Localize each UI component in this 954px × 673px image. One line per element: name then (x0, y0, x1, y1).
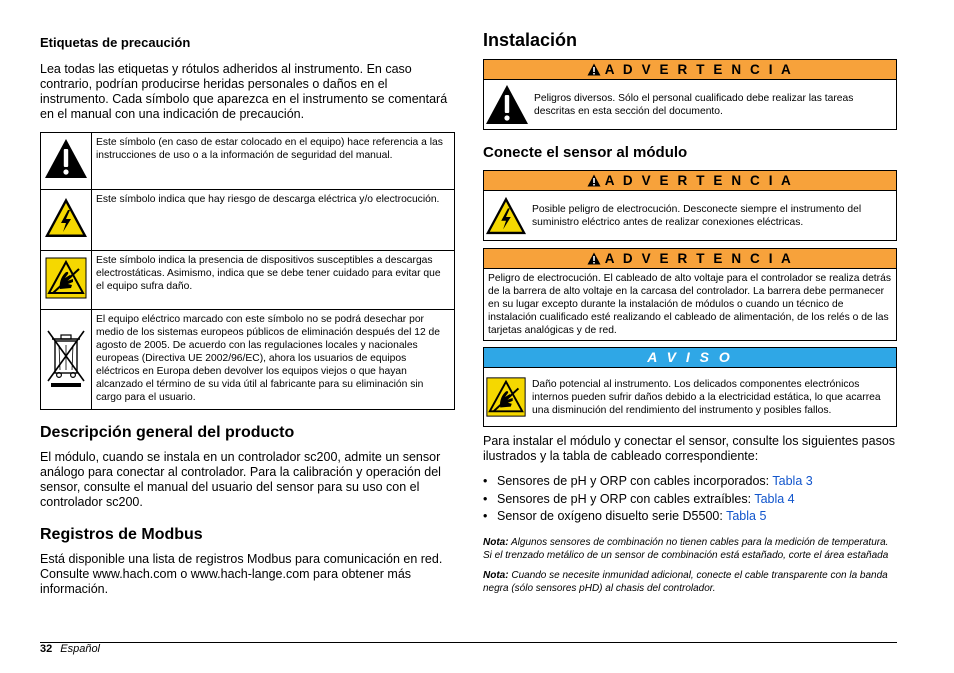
symbol-cell (41, 251, 92, 310)
notice-box (483, 347, 897, 427)
note-label: Nota: (483, 536, 509, 548)
electric-shock-icon (43, 195, 89, 241)
list-item: • Sensor de oxígeno disuelto serie D5500: Tabla 5 (483, 508, 897, 526)
general-warning-icon (484, 83, 530, 127)
warning-body (484, 80, 896, 129)
warning-header (484, 60, 896, 80)
warning-text: Peligros diversos. Sólo el personal cualificado debe realizar las tareas descritas en esta sección del documento. (534, 92, 854, 117)
table-4-link[interactable]: Tabla 4 (754, 491, 795, 506)
warning-triangle-icon (587, 63, 601, 76)
warning-text: Peligro de electrocución. El cableado de alto voltaje para el controlador se realiza detrás de la barrera de alto voltaje en la carcasa del controlador. La barrera debe permanecer en su lugar excepto durante la instalación de módulos o cuando un técnico de instalación cualificado esté realizando el cableado de alimentación, de los relés o de las tarjetas analógicas y de red. (488, 273, 891, 336)
warning-triangle-icon (587, 174, 601, 187)
warning-label: A D V E R T E N C I A (604, 173, 794, 188)
electric-shock-icon (484, 195, 528, 237)
modbus-heading: Registros de Modbus (40, 526, 203, 543)
footer-rule (40, 642, 897, 643)
list-item: • Sensores de pH y ORP con cables incorporados: Tabla 3 (483, 473, 897, 491)
caution-intro: Lea todas las etiquetas y rótulos adheridos al instrumento. En caso contrario, podrían producirse heridas personales o daños en el instrumento. Cada símbolo que aparezca en el instrumento se comentará en el manual con una indicación de precaución. (40, 62, 448, 121)
general-warning-icon (43, 136, 89, 182)
warning-body (484, 191, 896, 240)
table-3-link[interactable]: Tabla 3 (772, 474, 813, 488)
esd-icon (484, 375, 528, 419)
installation-heading: Instalación (483, 30, 578, 50)
symbol-description: Este símbolo indica que hay riesgo de descarga eléctrica y/o electrocución. (92, 190, 455, 251)
note-additional-immunity: Nota: Cuando se necesite inmunidad adicional, conecte el cable transparente con la banda negra (sólo sensores pHD) al chasis del controlador. (483, 569, 888, 594)
warning-box-installation (483, 59, 897, 130)
table-row (41, 133, 455, 190)
warning-text: Posible peligro de electrocución. Desconecte siempre el instrumento del suministro eléctrico antes de realizar conexiones eléctricas. (532, 203, 862, 228)
warning-box-electrocution (483, 170, 897, 241)
notice-text: Daño potencial al instrumento. Los delicados componentes electrónicos internos pueden sufrir daños debido a la electricidad estática, lo que acarrea una disminución del rendimiento del instrumento y posibles fallos. (532, 378, 881, 416)
notice-body (484, 368, 896, 426)
warning-box-high-voltage (483, 248, 897, 341)
sensor-list (483, 473, 897, 526)
footer-language: Español (60, 643, 101, 655)
install-instructions: Para instalar el módulo y conectar el sensor, consulte los siguientes pasos ilustrados y la tabla de cableado correspondiente: (483, 434, 896, 463)
page-number: 32 (40, 643, 53, 655)
symbol-description: Este símbolo (en caso de estar colocado en el equipo) hace referencia a las instrucciones de uso o a la información de seguridad del manual. (92, 133, 455, 190)
weee-crossed-bin-icon (45, 327, 87, 389)
warning-label: A D V E R T E N C I A (604, 251, 794, 266)
note-label: Nota: (483, 569, 509, 581)
warning-header (484, 249, 896, 269)
table-row (41, 251, 455, 310)
icon-cell (484, 195, 528, 237)
table-row (41, 190, 455, 251)
connect-sensor-heading: Conecte el sensor al módulo (483, 144, 688, 161)
table-5-link[interactable]: Tabla 5 (726, 509, 767, 523)
notice-header: A V I S O (484, 348, 896, 368)
page-footer (40, 643, 100, 655)
left-column (40, 30, 455, 597)
icon-cell (484, 375, 528, 419)
product-overview-text: El módulo, cuando se instala en un controlador sc200, admite un sensor análogo para conectar al controlador. Para la calibración y operación del sensor, consulte el manual del usuario del sensor para su uso con el controlador sc200. (40, 450, 441, 509)
right-column (483, 30, 897, 595)
product-overview-heading: Descripción general del producto (40, 424, 295, 441)
caution-labels-heading: Etiquetas de precaución (40, 35, 191, 50)
symbol-description: El equipo eléctrico marcado con este símbolo no se podrá desechar por medio de los sistemas europeos públicos de eliminación después del 12 de agosto de 2005. De acuerdo con las regulaciones locales y nacionales europeas (Directiva UE 2002/96/EC), ahora los usuarios de equipos eléctricos en Europa deben devolver los equipos viejos o que hayan alcanzado el término de su vida útil al fabricante para su eliminación sin cargo para el usuario. (92, 310, 455, 410)
symbol-cell (41, 190, 92, 251)
symbol-cell (41, 133, 92, 190)
symbols-table (40, 132, 455, 410)
symbol-description: Este símbolo indica la presencia de dispositivos susceptibles a descargas electrostáticas. Asimismo, indica que se debe tener cuidado para evitar que el equipo sufra daño. (92, 251, 455, 310)
warning-header (484, 171, 896, 191)
list-item: • Sensores de pH y ORP con cables extraíbles: Tabla 4 (483, 491, 897, 509)
warning-triangle-icon (587, 252, 601, 265)
note-combination-sensors: Nota: Algunos sensores de combinación no tienen cables para la medición de temperatura. Si el trenzado metálico de un sensor de combinación está estañado, corte el área estañada (483, 536, 889, 561)
esd-icon (43, 255, 89, 301)
table-row (41, 310, 455, 410)
icon-cell (484, 83, 530, 127)
modbus-text: Está disponible una lista de registros Modbus para comunicación en red. Consulte www.hach.com o www.hach-lange.com para obtener más información. (40, 552, 443, 596)
warning-label: A D V E R T E N C I A (604, 62, 794, 77)
symbol-cell (41, 310, 92, 410)
